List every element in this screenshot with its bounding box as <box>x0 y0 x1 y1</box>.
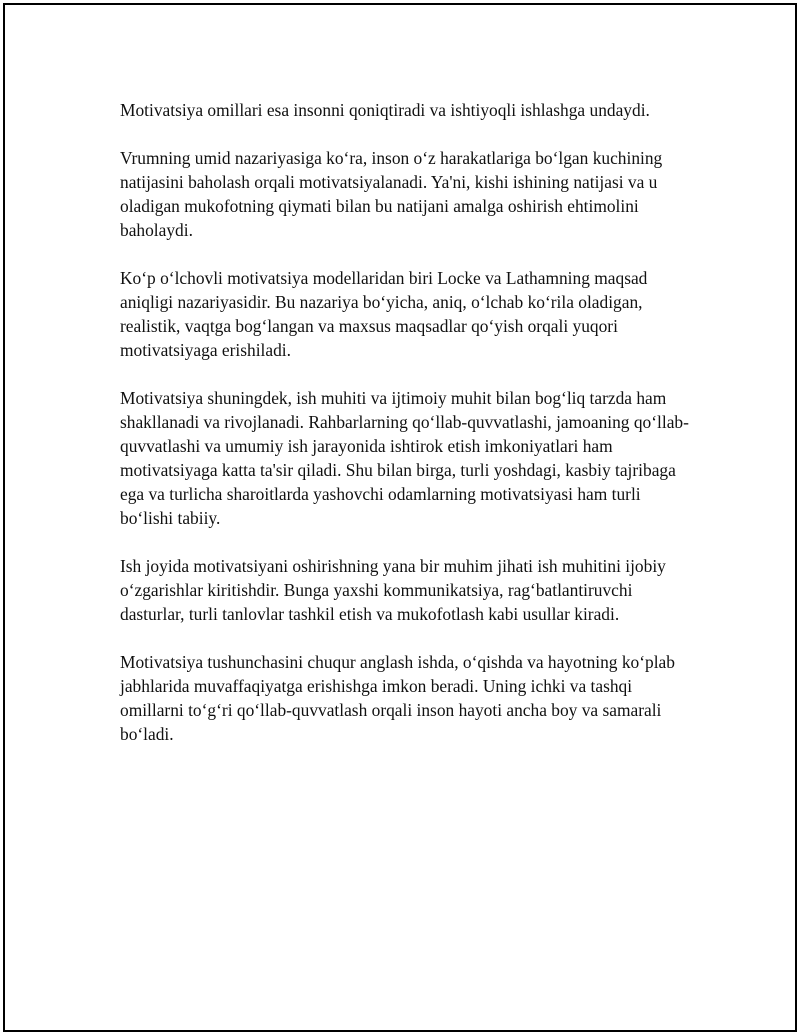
paragraph-5: Ish joyida motivatsiyani oshirishning yana bir muhim jihati ish muhitini ijobiy o‘zgarishlar kiritishdir. Bunga yaxshi kommunikatsiya, rag‘batlantiruvchi dasturlar, turli tanlovlar tashkil etish va mukofotlash kabi usullar kiradi. <box>120 556 666 624</box>
paragraph-6: Motivatsiya tushunchasini chuqur anglash ishda, o‘qishda va hayotning ko‘plab jabhlarida muvaffaqiyatga erishishga imkon beradi. Uning ichki va tashqi omillarni to‘g‘ri qo‘llab-quvvatlash orqali inson hayoti ancha boy va samarali bo‘ladi. <box>120 652 675 744</box>
paragraph-1: Motivatsiya omillari esa insonni qoniqtiradi va ishtiyoqli ishlashga undaydi. <box>120 100 650 120</box>
document-body <box>120 98 695 770</box>
paragraph-3: Ko‘p o‘lchovli motivatsiya modellaridan biri Locke va Lathamning maqsad aniqligi nazariyasidir. Bu nazariya bo‘yicha, aniq, o‘lchab ko‘rila oladigan, realistik, vaqtga bog‘langan va maxsus maqsadlar qo‘yish orqali yuqori motivatsiyaga erishiladi. <box>120 268 648 360</box>
document-page <box>3 3 797 1032</box>
paragraph-4: Motivatsiya shuningdek, ish muhiti va ijtimoiy muhit bilan bog‘liq tarzda ham shakllanadi va rivojlanadi. Rahbarlarning qo‘llab-quvvatlashi, jamoaning qo‘llab-quvvatlashi va umumiy ish jarayonida ishtirok etish imkoniyatlari ham motivatsiyaga katta ta'sir qiladi. Shu bilan birga, turli yoshdagi, kasbiy tajribaga ega va turlicha sharoitlarda yashovchi odamlarning motivatsiyasi ham turli bo‘lishi tabiiy. <box>120 388 689 528</box>
paragraph-2: Vrumning umid nazariyasiga ko‘ra, inson o‘z harakatlariga bo‘lgan kuchining natijasini baholash orqali motivatsiyalanadi. Ya'ni, kishi ishining natijasi va u oladigan mukofotning qiymati bilan bu natijani amalga oshirish ehtimolini baholaydi. <box>120 148 663 240</box>
